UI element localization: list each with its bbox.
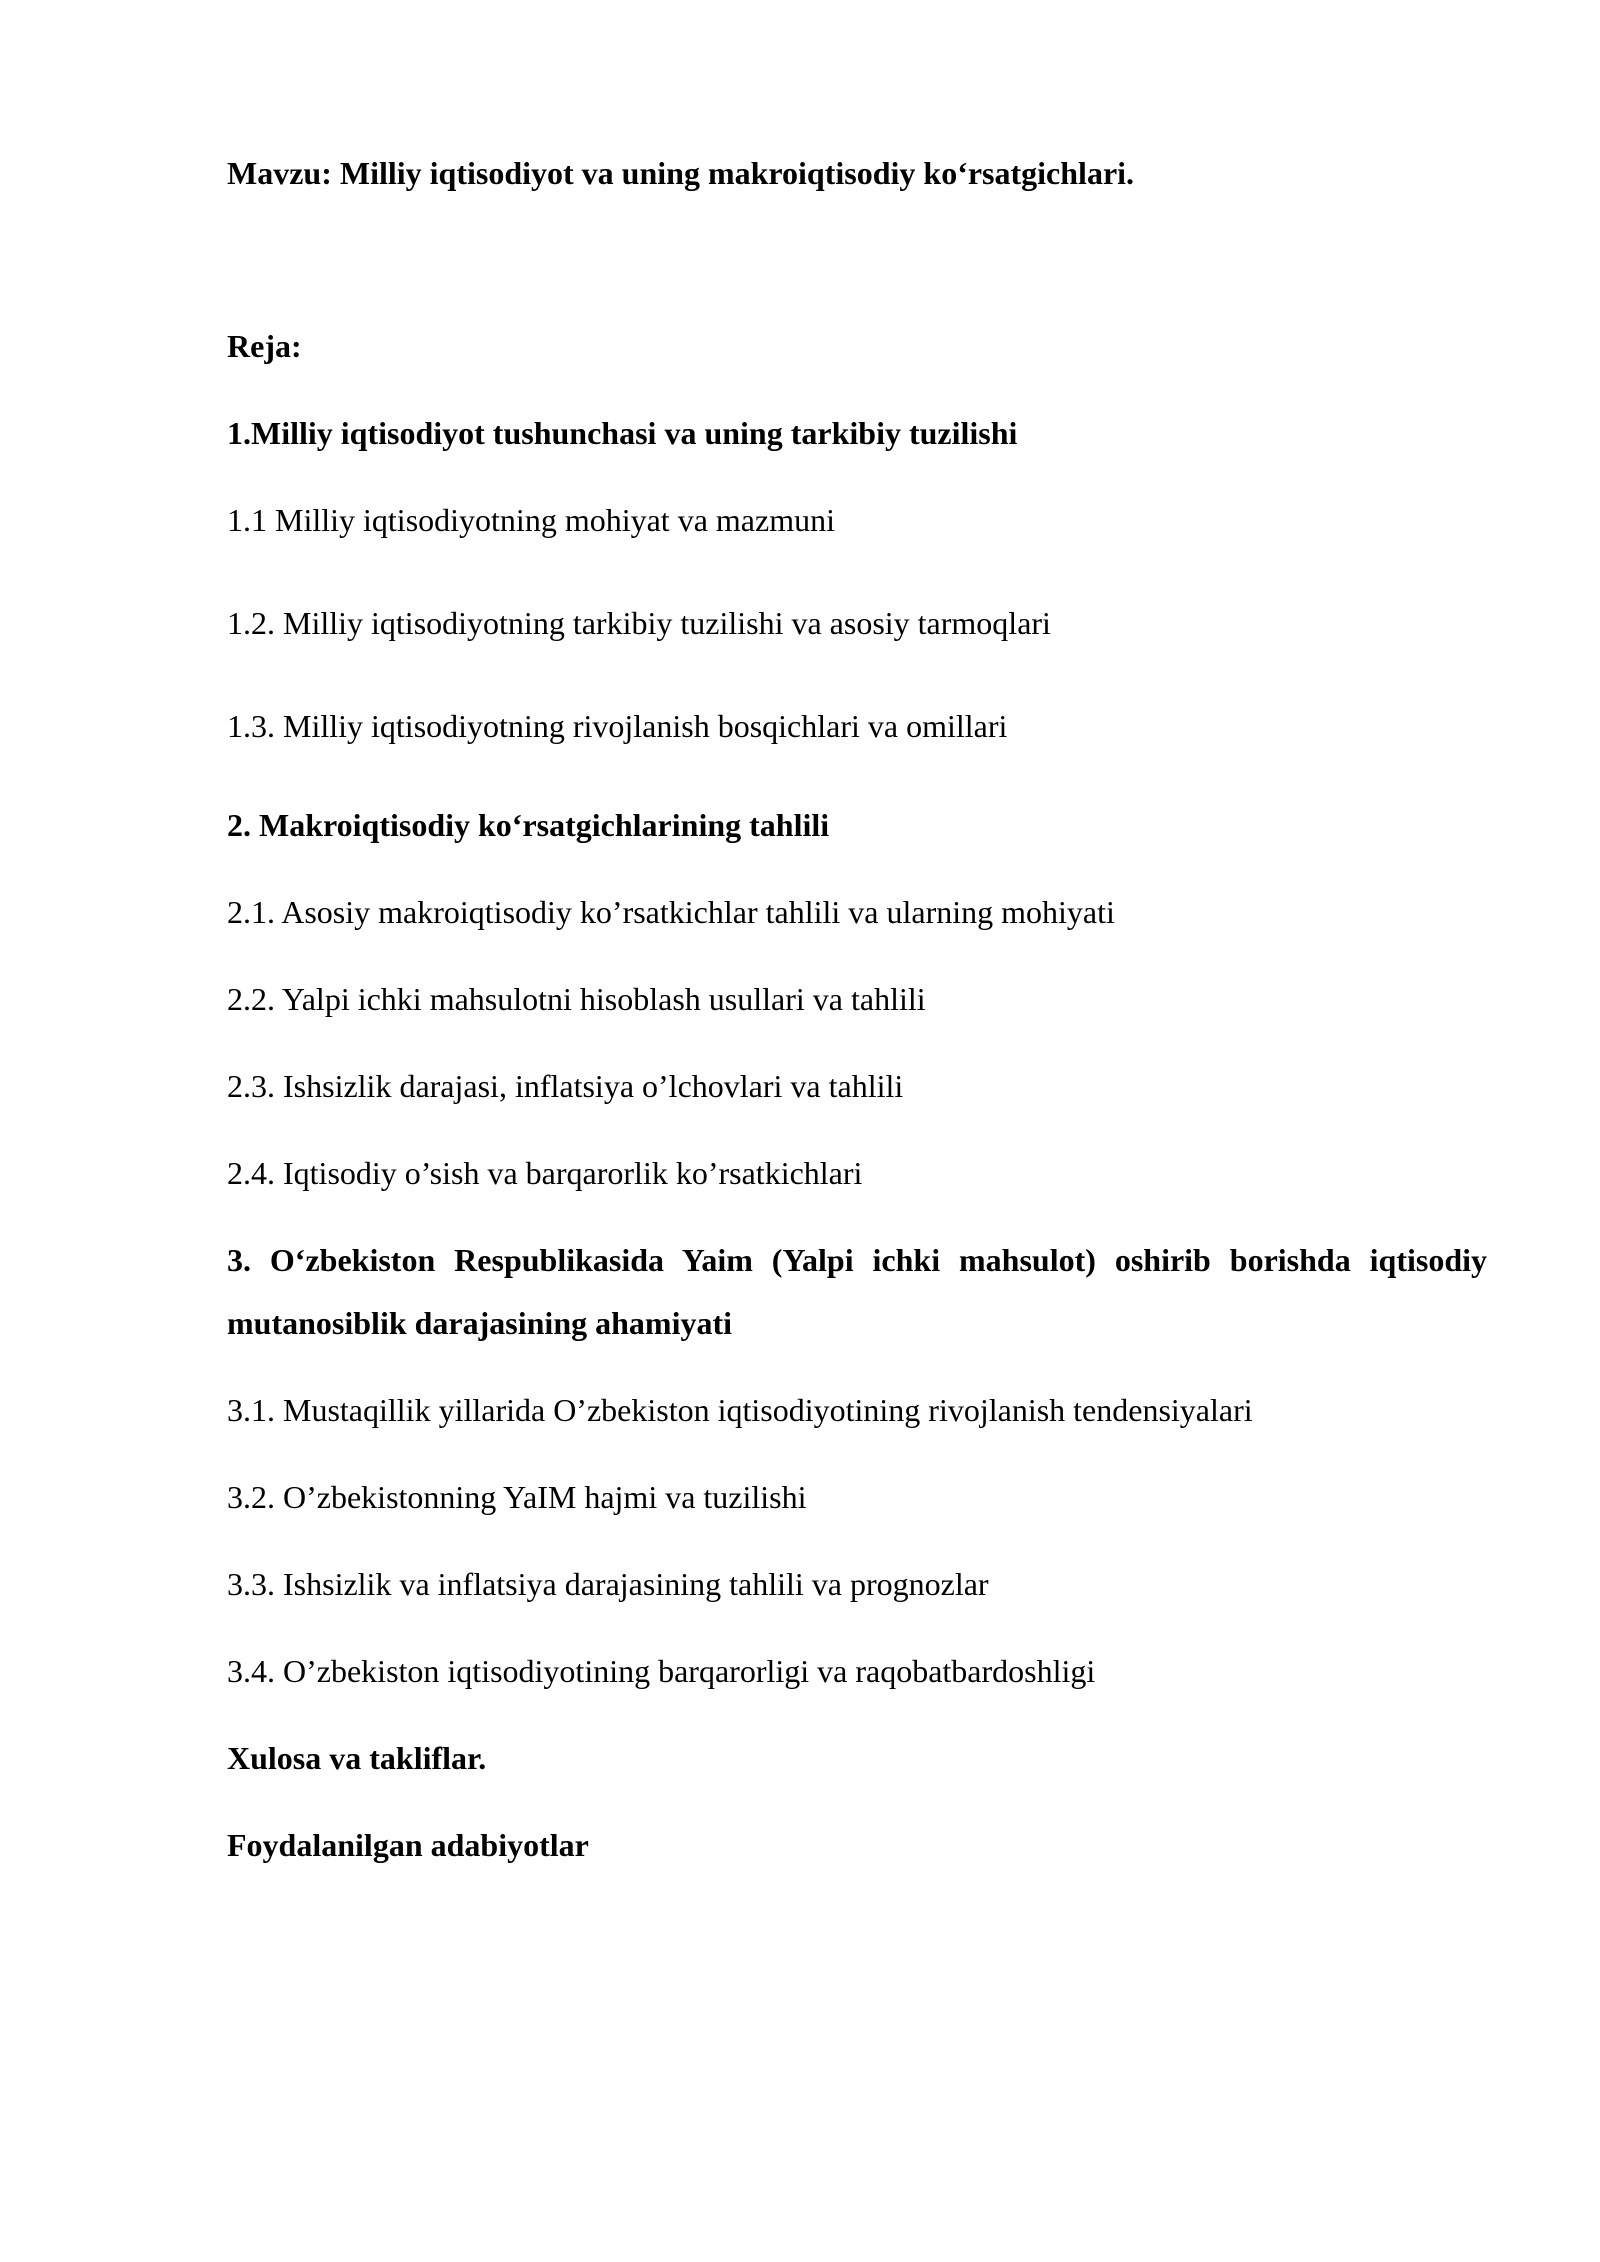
- conclusion-heading: Xulosa va takliflar.: [227, 1740, 487, 1776]
- outline-section-1: 1.Milliy iqtisodiyot tushunchasi va uning tarkibiy tuzilishi: [227, 415, 1018, 451]
- outline-item-3-2: 3.2. O’zbekistonning YaIM hajmi va tuzilishi: [227, 1479, 807, 1515]
- outline-item-3-3: 3.3. Ishsizlik va inflatsiya darajasining tahlili va prognozlar: [227, 1566, 989, 1602]
- outline-item-1-3: 1.3. Milliy iqtisodiyotning rivojlanish bosqichlari va omillari: [227, 708, 1008, 744]
- outline-item-1-1: 1.1 Milliy iqtisodiyotning mohiyat va mazmuni: [227, 502, 835, 538]
- outline-item-2-3: 2.3. Ishsizlik darajasi, inflatsiya o’lchovlari va tahlili: [227, 1068, 904, 1104]
- outline-item-2-1: 2.1. Asosiy makroiqtisodiy ko’rsatkichlar tahlili va ularning mohiyati: [227, 894, 1115, 930]
- outline-section-3: 3. Oʻzbekiston Respublikasida Yaim (Yalpi ichki mahsulot) oshirib borishda iqtisodiy mutanosiblik darajasining ahamiyati: [227, 1242, 1487, 1341]
- references-heading: Foydalanilgan adabiyotlar: [227, 1827, 589, 1863]
- plan-heading: Reja:: [227, 328, 302, 364]
- outline-item-3-4: 3.4. O’zbekiston iqtisodiyotining barqarorligi va raqobatbardoshligi: [227, 1653, 1096, 1689]
- document-title: Mavzu: Milliy iqtisodiyot va uning makroiqtisodiy koʻrsatgichlari.: [227, 155, 1135, 191]
- outline-item-3-1: 3.1. Mustaqillik yillarida O’zbekiston iqtisodiyotining rivojlanish tendensiyalari: [227, 1392, 1253, 1428]
- outline-item-1-2: 1.2. Milliy iqtisodiyotning tarkibiy tuzilishi va asosiy tarmoqlari: [227, 605, 1051, 641]
- outline-item-2-2: 2.2. Yalpi ichki mahsulotni hisoblash usullari va tahlili: [227, 981, 926, 1017]
- outline-section-2: 2. Makroiqtisodiy koʻrsatgichlarining tahlili: [227, 807, 830, 843]
- outline-item-2-4: 2.4. Iqtisodiy o’sish va barqarorlik ko’rsatkichlari: [227, 1155, 863, 1191]
